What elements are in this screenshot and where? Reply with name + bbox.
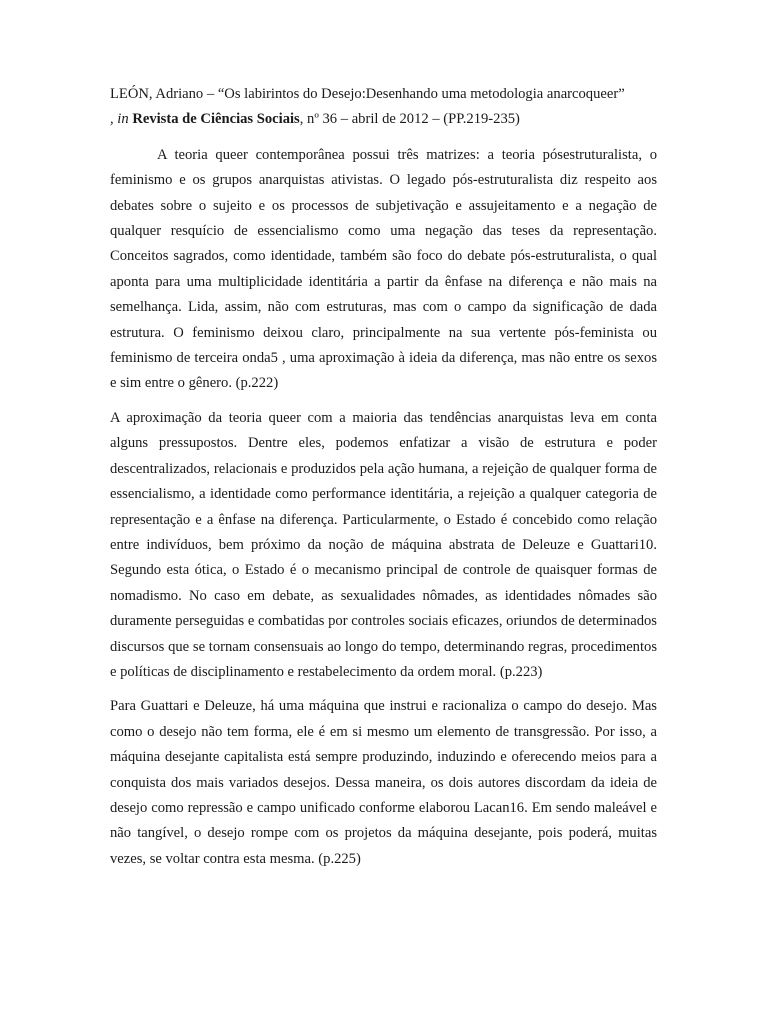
citation — [110, 82, 657, 133]
citation-in: in — [117, 111, 129, 128]
paragraph-3: Para Guattari e Deleuze, há uma máquina que instrui e racionaliza o campo do desejo. Mas como o desejo não tem forma, ele é em si mesmo um elemento de transgressão. Por isso, a máquina desejante capitalista está sempre produzindo, induzindo e oferecendo meios para a conquista dos mais variados desejos. Dessa maneira, os dois autores discordam da ideia de desejo como repressão e campo unificado conforme elaborou Lacan16. Em sendo maleável e não tangível, o desejo rompe com os projetos da máquina desejante, pois poderá, muitas vezes, se voltar contra esta mesma. (p.225) — [110, 698, 657, 867]
paragraph-1: A teoria queer contemporânea possui três matrizes: a teoria pósestruturalista, o feminismo e os grupos anarquistas ativistas. O legado pós-estruturalista diz respeito aos debates sobre o sujeito e os processos de subjetivação e assujeitamento e a negação de qualquer resquício de essencialismo como uma negação das teses da representação. Conceitos sagrados, como identidade, também são foco do debate pós-estruturalista, o qual aponta para uma multiplicidade identitária a partir da ênfase na diferença e não mais na semelhança. Lida, assim, não com estruturas, mas com o campo da significação de dada estrutura. O feminismo deixou claro, principalmente na sua vertente pós-feminista ou feminismo de terceira onda5 , uma aproximação à ideia da diferença, mas não entre os sexos e sim entre o gênero. (p.222) — [110, 146, 657, 392]
citation-line-1: LEÓN, Adriano – “Os labirintos do Desejo:Desenhando uma metodologia anarcoqueer” — [110, 86, 625, 102]
citation-line-2 — [110, 107, 657, 132]
paragraph-2: A aproximação da teoria queer com a maioria das tendências anarquistas leva em conta alguns pressupostos. Dentre eles, podemos enfatizar a visão de estrutura e poder descentralizados, relacionais e produzidos pela ação humana, a rejeição de qualquer forma de essencialismo, a identidade como performance identitária, a rejeição a qualquer categoria de representação e a ênfase na diferença. Particularmente, o Estado é concebido como relação entre indivíduos, bem próximo da noção de máquina abstrata de Deleuze e Guattari10. Segundo esta ótica, o Estado é o mecanismo principal de controle de quaisquer formas de nomadismo. No caso em debate, as sexualidades nômades, as identidades nômades são duramente perseguidas e combatidas por controles sociais eficazes, oriundos de determinados discursos que se tornam consensuais ao longo do tempo, determinando regras, procedimentos e políticas de disciplinamento e restabelecimento da ordem moral. (p.223) — [110, 409, 657, 680]
citation-prefix: , — [110, 111, 118, 128]
document-page — [110, 82, 657, 881]
citation-journal: Revista de Ciências Sociais — [132, 111, 300, 128]
citation-details: , nº 36 – abril de 2012 – (PP.219-235) — [299, 111, 520, 128]
